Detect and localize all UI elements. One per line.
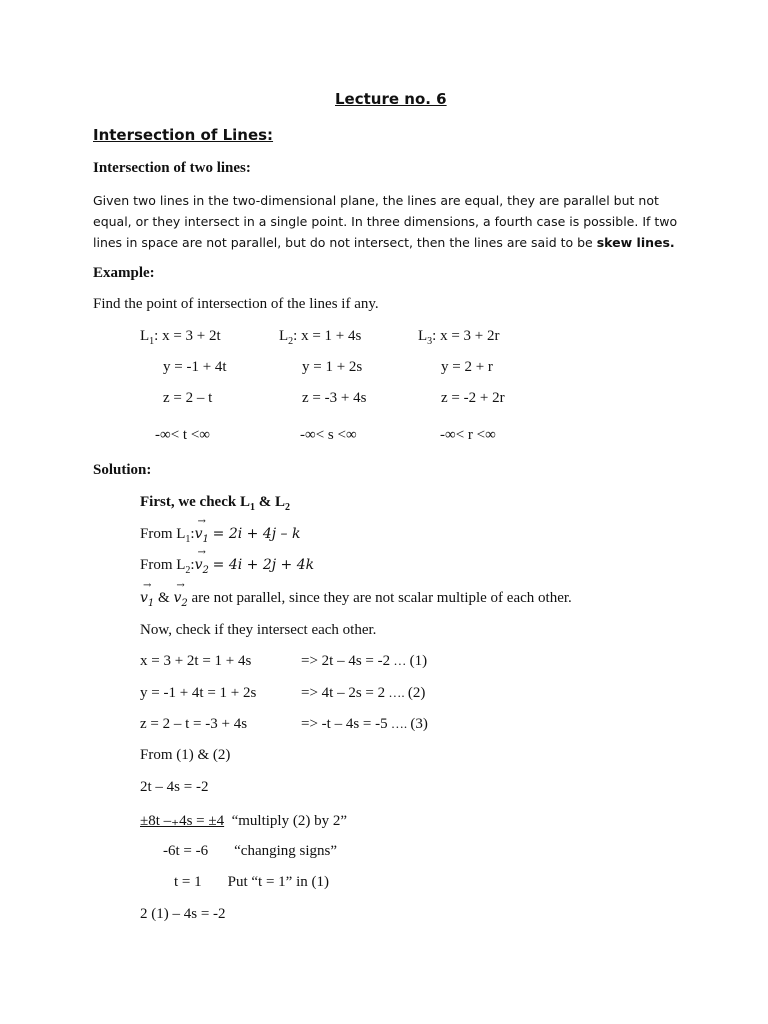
now-check: Now, check if they intersect each other. <box>140 622 377 638</box>
eq-2-rhs: => 4t – 2s = 2 …. (2) <box>301 685 426 701</box>
line-1-z: z = 2 – t <box>163 390 213 406</box>
solution-label: Solution: <box>93 462 152 478</box>
eq-1-lhs: x = 3 + 2t = 1 + 4s <box>140 653 252 669</box>
example-label: Example: <box>93 265 155 281</box>
first-check: First, we check $L_1$ & $L_2$ <box>140 494 290 513</box>
section-heading: Intersection of Lines: <box>93 126 274 144</box>
line-1-y: y = -1 + 4t <box>163 359 227 375</box>
vector-v1-ref: → $v_1$ <box>140 580 155 609</box>
line-1-range: -∞< t <∞ <box>155 427 210 443</box>
lecture-title: Lecture no. 6 <box>335 90 447 108</box>
intro-text: Given two lines in the two-dimensional plane, the lines are equal, they are parallel but not equal, or they intersect in a single point. In three dimensions, a fourth case is possible. If two lines in space are not parallel, but do not intersect, then the lines are said to be <box>93 193 678 250</box>
eq-3-lhs: z = 2 – t = -3 + 4s <box>140 716 248 732</box>
vector-v2-ref: → $v_2$ <box>173 580 188 609</box>
example-prompt: Find the point of intersection of the lines if any. <box>93 296 379 312</box>
from-l1: From $L_1$: → $v_1 = 2i + 4j - k$ <box>140 516 301 545</box>
line-2-x: $L_2$: x = 1 + 4s <box>279 328 362 347</box>
line-2-z: z = -3 + 4s <box>302 390 367 406</box>
from-1-and-2: From (1) & (2) <box>140 747 231 763</box>
eq-1-rhs: => 2t – 4s = -2 … (1) <box>301 653 428 669</box>
line-2-y: y = 1 + 2s <box>302 359 363 375</box>
step-3: -6t = -6 “changing signs” <box>163 843 338 859</box>
intro-paragraph <box>93 190 683 253</box>
line-3-y: y = 2 + r <box>441 359 493 375</box>
line-3-z: z = -2 + 2r <box>441 390 505 406</box>
vector-v1: → $v_1$ <box>194 516 209 545</box>
step-1: 2t – 4s = -2 <box>140 779 209 795</box>
eq-2-lhs: y = -1 + 4t = 1 + 2s <box>140 685 257 701</box>
subsection-heading: Intersection of two lines: <box>93 160 251 176</box>
line-3-x: $L_3$: x = 3 + 2r <box>418 328 500 347</box>
step-5: 2 (1) – 4s = -2 <box>140 906 226 922</box>
step-4: t = 1 Put “t = 1” in (1) <box>174 874 330 890</box>
from-l2: From $L_2$: → $v_2 = 4i + 2j + 4k$ <box>140 547 315 576</box>
intro-bold-term: skew lines. <box>596 235 675 250</box>
line-3-range: -∞< r <∞ <box>440 427 496 443</box>
eq-3-rhs: => -t – 4s = -5 …. (3) <box>301 716 428 732</box>
step-2: ±8t –₊4s = ±4 “multiply (2) by 2” <box>140 813 348 829</box>
line-2-range: -∞< s <∞ <box>300 427 357 443</box>
line-1-x: $L_1$: x = 3 + 2t <box>140 328 221 347</box>
vector-v2: → $v_2$ <box>194 547 209 576</box>
not-parallel-statement: → $v_1$ & → $v_2$ are not parallel, since they are not scalar multiple of each other. <box>140 580 572 609</box>
